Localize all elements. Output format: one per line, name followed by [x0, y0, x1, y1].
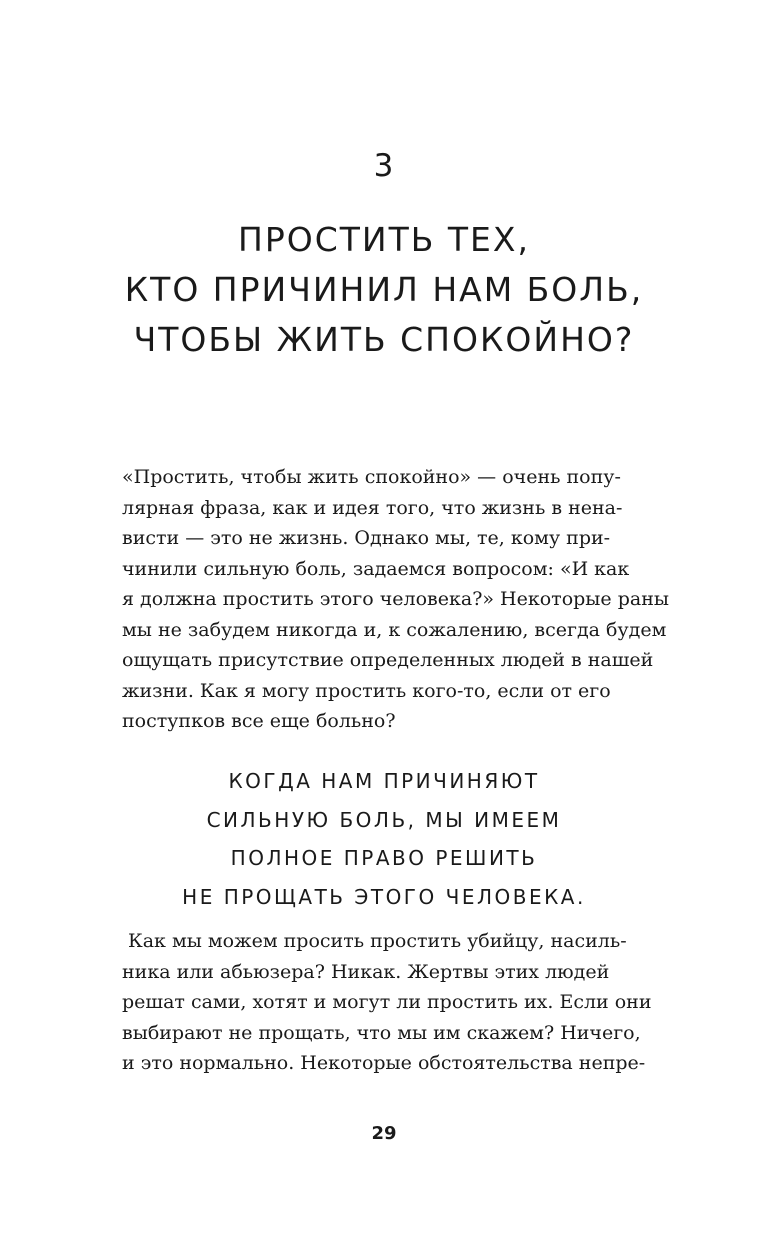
- text-line: жизни. Как я могу простить кого-то, если от его: [122, 679, 611, 702]
- body-paragraph-1: [122, 462, 669, 737]
- text-line: чинили сильную боль, задаемся вопросом: «И как: [122, 557, 630, 580]
- chapter-title-line: КТО ПРИЧИНИЛ НАМ БОЛЬ,: [124, 270, 644, 309]
- pull-quote-line: КОГДА НАМ ПРИЧИНЯЮТ: [228, 769, 540, 793]
- text-line: ощущать присутствие определенных людей в нашей: [122, 649, 654, 671]
- text-line: висти — это не жизнь. Однако мы, те, кому при-: [122, 527, 611, 549]
- text-line: ника или абьюзера? Никак. Жертвы этих людей: [122, 960, 610, 983]
- text-line: поступков все еще больно?: [122, 710, 396, 732]
- pull-quote-line: ПОЛНОЕ ПРАВО РЕШИТЬ: [230, 846, 538, 870]
- text-line: и это нормально. Некоторые обстоятельства непре-: [122, 1052, 646, 1074]
- chapter-number: 3: [373, 148, 395, 184]
- text-line: решат сами, хотят и могут ли простить их. Если они: [122, 991, 652, 1013]
- text-line: мы не забудем никогда и, к сожалению, всегда будем: [122, 618, 667, 641]
- body-paragraph-2: [122, 926, 652, 1079]
- pull-quote: [60, 762, 708, 916]
- chapter-title-line: ПРОСТИТЬ ТЕХ,: [238, 220, 530, 259]
- page-number: 29: [371, 1123, 397, 1144]
- text-line: выбирают не прощать, что мы им скажем? Ничего,: [122, 1021, 641, 1044]
- chapter-title-line: ЧТОБЫ ЖИТЬ СПОКОЙНО?: [133, 320, 635, 359]
- text-line: Как мы можем просить простить убийцу, насиль-: [128, 930, 627, 952]
- text-line: «Простить, чтобы жить спокойно» — очень попу-: [122, 466, 621, 488]
- text-line: я должна простить этого человека?» Некоторые раны: [122, 588, 669, 610]
- text-line: лярная фраза, как и идея того, что жизнь в нена-: [122, 496, 623, 519]
- pull-quote-line: НЕ ПРОЩАТЬ ЭТОГО ЧЕЛОВЕКА.: [182, 884, 586, 909]
- pull-quote-line: СИЛЬНУЮ БОЛЬ, МЫ ИМЕЕМ: [206, 807, 562, 832]
- chapter-title: [60, 215, 708, 365]
